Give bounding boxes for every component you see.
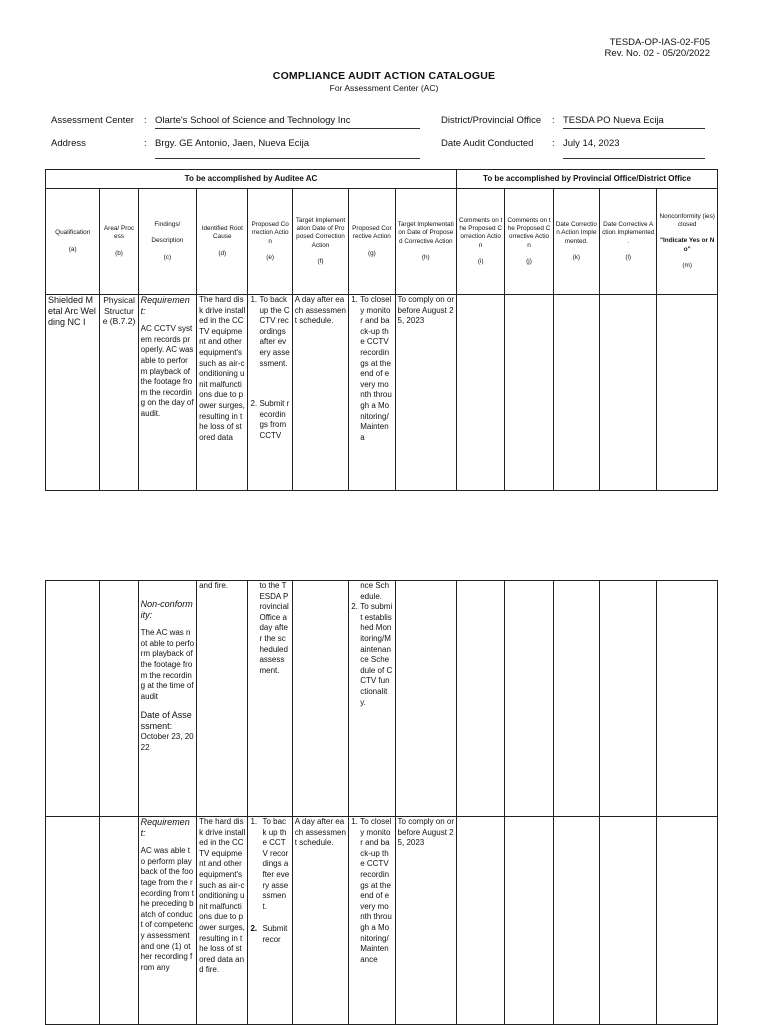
comments-corrective-cell (505, 295, 553, 491)
correction-action-cell: 1. To back up the CCTV recordings after every assessment. 2. Submit recor (248, 817, 292, 1025)
date-audit-value: July 14, 2023 (563, 138, 705, 159)
comments-correction-cell (457, 817, 505, 1025)
address-label: Address (51, 138, 86, 149)
address-value: Brgy. GE Antonio, Jaen, Nueva Ecija (155, 138, 420, 159)
header-root-cause: Identified Root Cause (d) (197, 189, 248, 295)
header-date-corrective-implemented: Date Corrective Action Implemented . (l) (600, 189, 657, 295)
table-row (46, 817, 718, 1025)
target-date-correction-cell: A day after each assessment schedule. (292, 817, 348, 1025)
date-corrective-implemented-cell (600, 295, 657, 491)
document-title: COMPLIANCE AUDIT ACTION CATALOGUE (272, 70, 496, 82)
date-correction-implemented-cell (553, 817, 599, 1025)
district-office-label: District/Provincial Office (441, 115, 542, 126)
colon: : (144, 138, 147, 149)
qualification-cell: Shielded Metal Arc Welding NC I (46, 295, 100, 491)
area-cell (100, 817, 138, 1025)
root-cause-cell: and fire. (197, 581, 248, 817)
header-target-date-corrective: Target Implementation Date of Proposed Corrective Action (h) (395, 189, 456, 295)
nonconformity-closed-cell (657, 581, 718, 817)
form-code: TESDA-OP-IAS-02-F05 (609, 37, 710, 48)
colon: : (144, 115, 147, 126)
comments-correction-cell (456, 295, 504, 491)
target-date-correction-cell: A day after each assessment schedule. (292, 295, 348, 491)
header-comments-corrective: Comments on the Proposed Corrective Action (j) (505, 189, 553, 295)
band-provincial-office: To be accomplished by Provincial Office/District Office (456, 170, 717, 189)
corrective-action-cell: 1. To closely monitor and back-up the CCTV recordings at the end of every month through a Monitoring/Maintena (349, 295, 395, 491)
colon: : (552, 138, 555, 149)
header-qualification: Qualification (a) (46, 189, 100, 295)
findings-cell: Requirement: AC CCTV system records properly. AC was able to perform playback of the footage from the recording on the day of audit. (138, 295, 196, 491)
document-code-block (605, 37, 710, 59)
target-date-correction-cell (292, 581, 348, 817)
findings-cell: Non-conformity: The AC was not able to perform playback of the footage from the recording at the time of audit Date of Assessment: October 23, 2022 (138, 581, 196, 817)
district-office-value: TESDA PO Nueva Ecija (563, 115, 705, 129)
corrective-action-cell: nce Schedule. 2. To submit established Monitoring/Maintenance Schedule of CCTV functionality. (349, 581, 395, 817)
root-cause-cell: The hard disk drive installed in the CCTV equipment and other equipment's such as air-conditioning unit malfunctions due to power surges, resulting in the loss of stored data (197, 295, 248, 491)
header-findings: Findings/ Description (c) (138, 189, 196, 295)
assessment-center-label: Assessment Center (51, 115, 134, 126)
target-date-corrective-cell (395, 581, 456, 817)
area-cell: Physical Structure (B.7.2) (100, 295, 138, 491)
date-correction-implemented-cell (553, 295, 599, 491)
date-audit-label: Date Audit Conducted (441, 138, 534, 149)
target-date-corrective-cell: To comply on or before August 25, 2023 (395, 295, 456, 491)
table-row (46, 581, 718, 817)
root-cause-cell: The hard disk drive installed in the CCTV equipment and other equipment's such as air-conditioning unit malfunctions due to power surges, resulting in the loss of stored data and fire. (197, 817, 248, 1025)
header-target-date-correction: Target Implementation Date of Proposed Correction Action (f) (292, 189, 348, 295)
audit-table-top (45, 169, 718, 491)
qualification-cell (46, 817, 100, 1025)
document-subtitle: For Assessment Center (AC) (329, 83, 439, 93)
colon: : (552, 115, 555, 126)
header-comments-correction: Comments on the Proposed Correction Action (i) (456, 189, 504, 295)
nonconformity-closed-cell (657, 295, 718, 491)
header-area-process: Area/ Process (b) (100, 189, 138, 295)
date-corrective-implemented-cell (600, 581, 657, 817)
nonconformity-closed-cell (657, 817, 718, 1025)
comments-corrective-cell (505, 581, 553, 817)
area-cell (100, 581, 138, 817)
qualification-cell (46, 581, 100, 817)
audit-table-continued (45, 580, 718, 1025)
date-corrective-implemented-cell (600, 817, 657, 1025)
corrective-action-cell: 1. To closely monitor and back-up the CCTV recordings at the end of every month through a Monitoring/Maintenance (349, 817, 395, 1025)
revision-number: Rev. No. 02 - 05/20/2022 (604, 48, 710, 59)
header-nonconformity-closed: Nonconformity (ies) closed "Indicate Yes or No" (m) (657, 189, 718, 295)
table-row (46, 295, 718, 491)
comments-corrective-cell (505, 817, 553, 1025)
header-date-correction-implemented: Date Correction Action Implemented. (k) (553, 189, 599, 295)
header-correction-action: Proposed Correction Action (e) (248, 189, 292, 295)
header-corrective-action: Proposed Corrective Action (g) (349, 189, 395, 295)
band-auditee: To be accomplished by Auditee AC (46, 170, 457, 189)
findings-cell: Requirement: AC was able to perform playback of the footage from the recording from the preceding batch of conduct of competency assessment and one (1) other recording from any (138, 817, 196, 1025)
comments-correction-cell (457, 581, 505, 817)
correction-action-cell: to the TESDA Provincial Office a day after the scheduled assessment. (248, 581, 292, 817)
date-correction-implemented-cell (553, 581, 599, 817)
assessment-center-value: Olarte's School of Science and Technology Inc (155, 115, 420, 129)
correction-action-cell: 1. To back up the CCTV recordings after every assessment. 2. Submit recordings from CCTV (248, 295, 292, 491)
target-date-corrective-cell: To comply on or before August 25, 2023 (395, 817, 456, 1025)
